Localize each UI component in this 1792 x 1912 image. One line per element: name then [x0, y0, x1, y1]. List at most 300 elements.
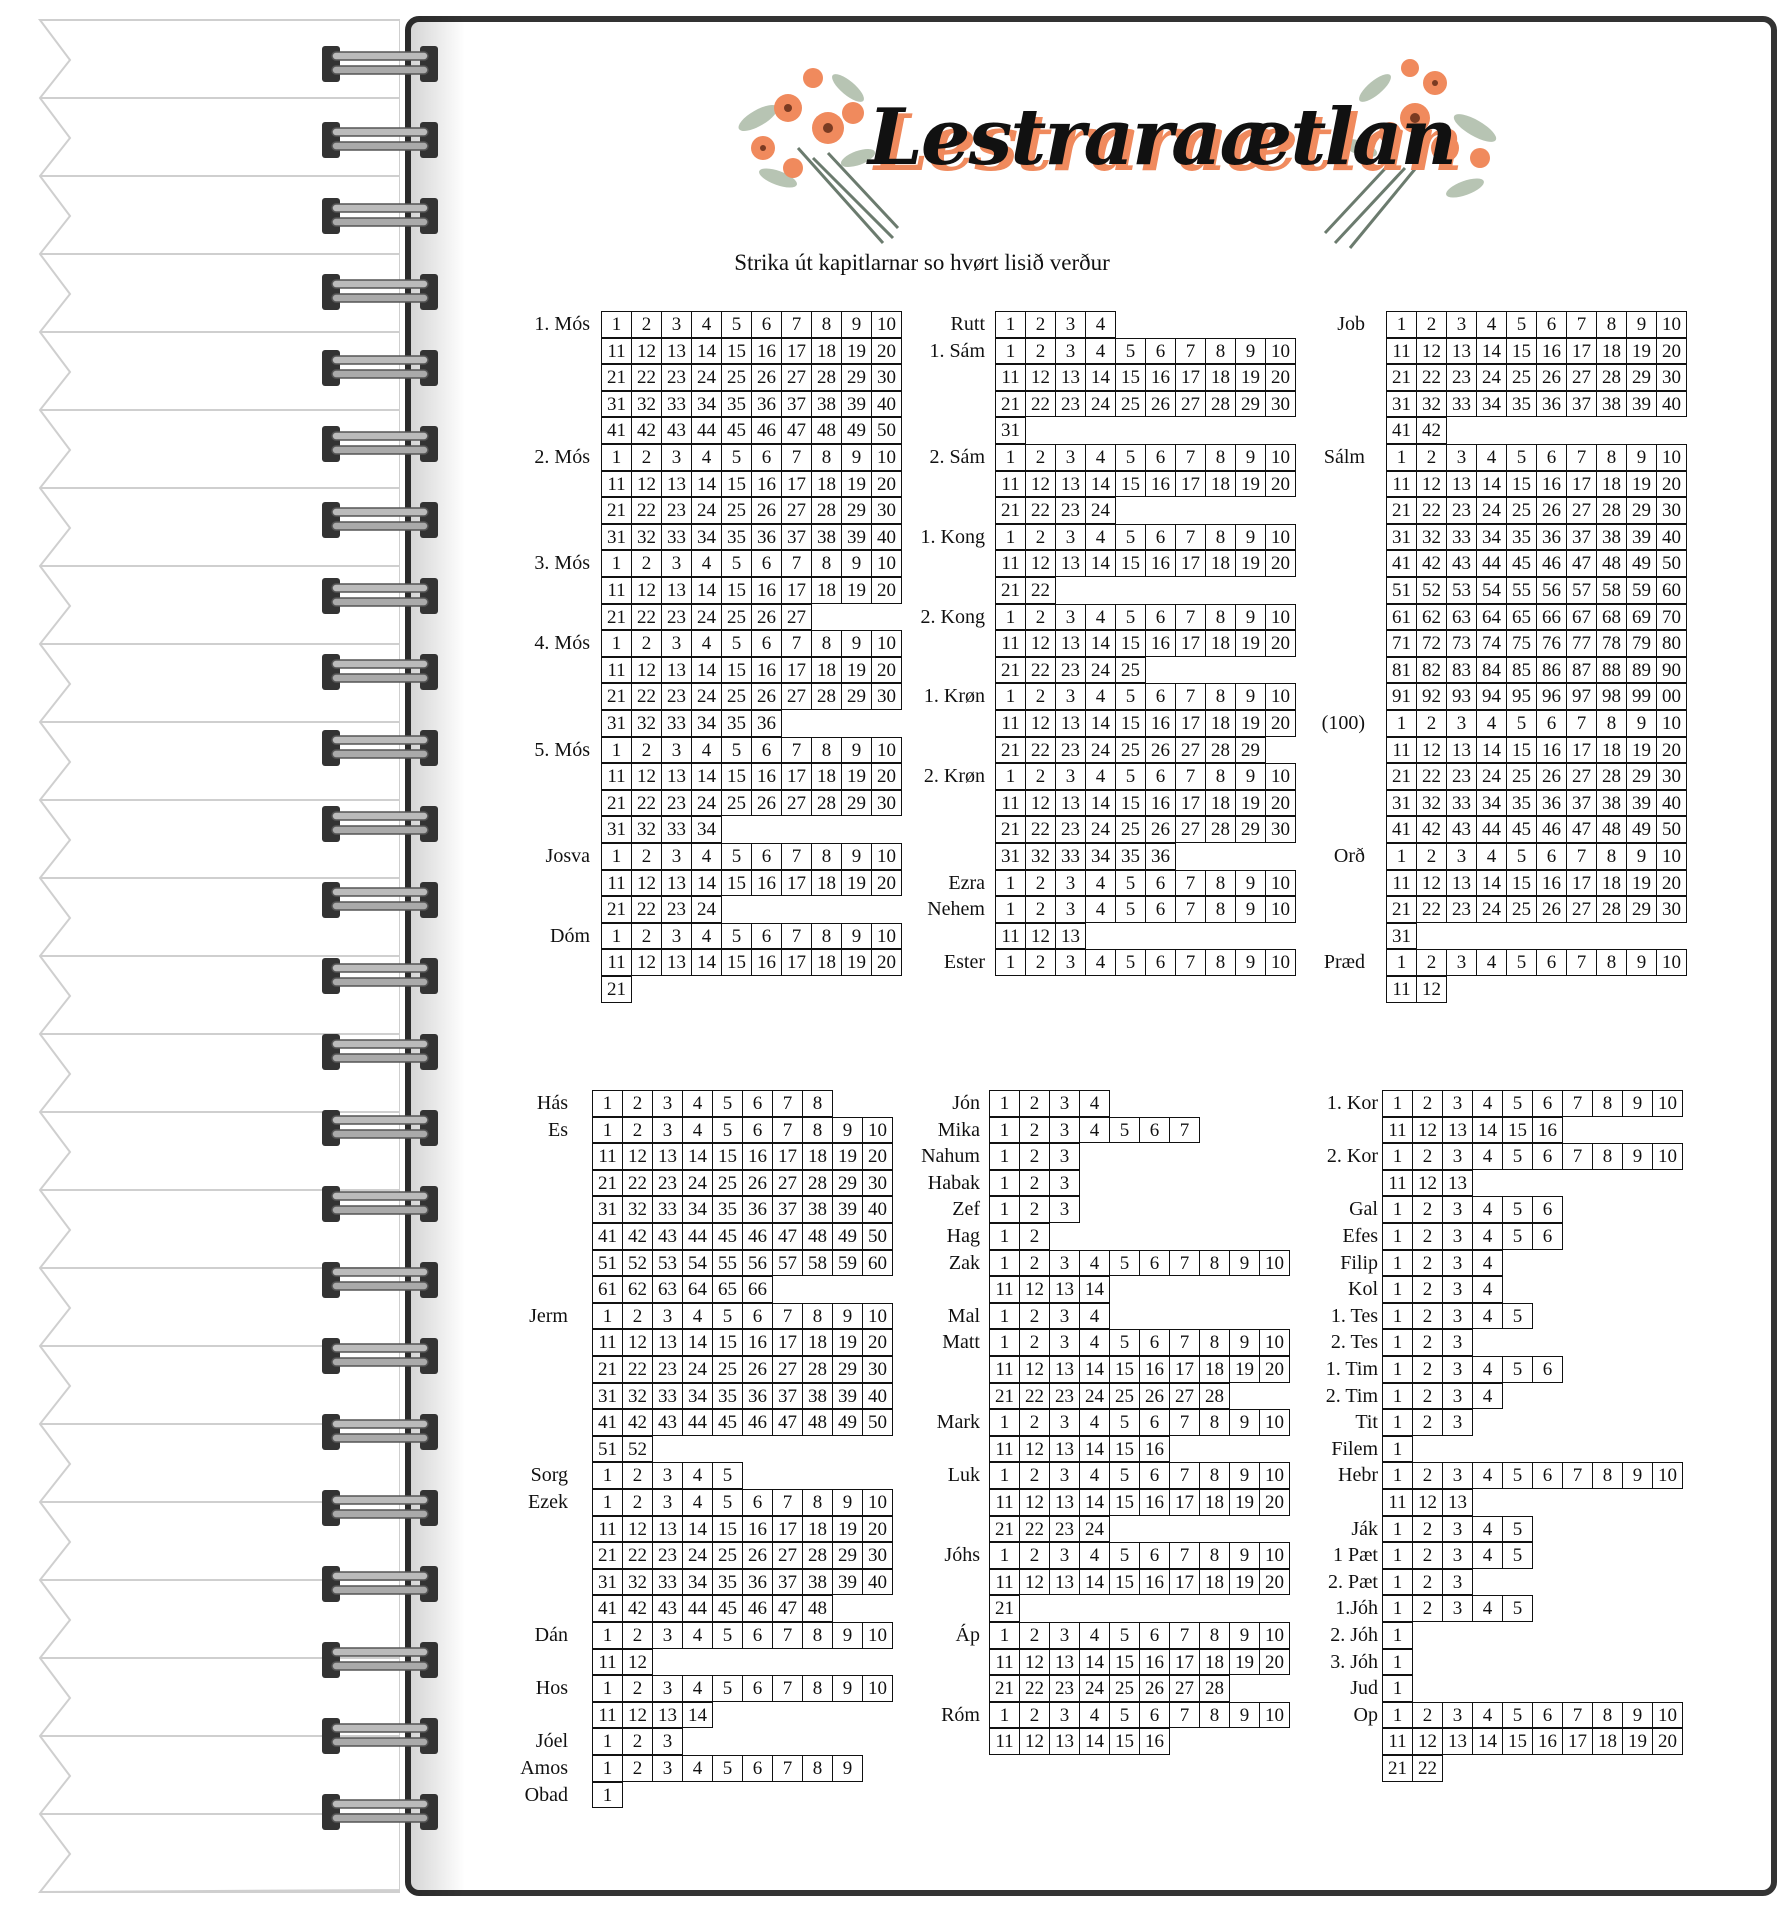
chapter-cell[interactable]: 8	[1205, 683, 1236, 710]
chapter-cell[interactable]: 8	[1592, 1702, 1623, 1729]
chapter-cell[interactable]: 5	[1115, 524, 1146, 551]
chapter-cell[interactable]: 13	[1055, 550, 1086, 577]
chapter-cell[interactable]: 22	[622, 1356, 653, 1383]
chapter-cell[interactable]: 20	[1652, 1728, 1683, 1755]
chapter-cell[interactable]: 12	[1412, 1728, 1443, 1755]
chapter-cell[interactable]: 24	[682, 1356, 713, 1383]
chapter-cell[interactable]: 34	[1476, 790, 1507, 817]
chapter-cell[interactable]: 17	[772, 1143, 803, 1170]
chapter-cell[interactable]: 4	[1472, 1356, 1503, 1383]
chapter-cell[interactable]: 49	[1626, 816, 1657, 843]
chapter-cell[interactable]: 1	[1382, 1675, 1413, 1702]
chapter-cell[interactable]: 4	[1085, 763, 1116, 790]
chapter-cell[interactable]: 2	[622, 1462, 653, 1489]
chapter-cell[interactable]: 4	[1472, 1223, 1503, 1250]
chapter-cell[interactable]: 35	[721, 710, 752, 737]
chapter-cell[interactable]: 2	[1025, 683, 1056, 710]
chapter-cell[interactable]: 24	[691, 364, 722, 391]
chapter-cell[interactable]: 17	[781, 577, 812, 604]
chapter-cell[interactable]: 8	[1199, 1329, 1230, 1356]
chapter-cell[interactable]: 1	[1382, 1303, 1413, 1330]
chapter-cell[interactable]: 53	[1446, 577, 1477, 604]
chapter-cell[interactable]: 5	[1109, 1250, 1140, 1277]
chapter-cell[interactable]: 28	[1205, 816, 1236, 843]
chapter-cell[interactable]: 6	[742, 1755, 773, 1782]
chapter-cell[interactable]: 4	[1079, 1117, 1110, 1144]
chapter-cell[interactable]: 8	[811, 550, 842, 577]
chapter-cell[interactable]: 17	[1169, 1569, 1200, 1596]
chapter-cell[interactable]: 33	[1446, 391, 1477, 418]
chapter-cell[interactable]: 4	[1085, 524, 1116, 551]
chapter-cell[interactable]: 4	[1085, 683, 1116, 710]
chapter-cell[interactable]: 21	[995, 816, 1026, 843]
chapter-cell[interactable]: 13	[1446, 338, 1477, 365]
chapter-cell[interactable]: 38	[1596, 524, 1627, 551]
chapter-cell[interactable]: 23	[1055, 497, 1086, 524]
chapter-cell[interactable]: 63	[652, 1276, 683, 1303]
chapter-cell[interactable]: 13	[661, 471, 692, 498]
chapter-cell[interactable]: 8	[1199, 1250, 1230, 1277]
chapter-cell[interactable]: 28	[1596, 497, 1627, 524]
chapter-cell[interactable]: 36	[1536, 524, 1567, 551]
chapter-cell[interactable]: 21	[592, 1356, 623, 1383]
chapter-cell[interactable]: 12	[1412, 1170, 1443, 1197]
chapter-cell[interactable]: 10	[871, 444, 902, 471]
chapter-cell[interactable]: 19	[1229, 1569, 1260, 1596]
chapter-cell[interactable]: 2	[622, 1303, 653, 1330]
chapter-cell[interactable]: 19	[1235, 710, 1266, 737]
chapter-cell[interactable]: 7	[1566, 710, 1597, 737]
chapter-cell[interactable]: 22	[1019, 1383, 1050, 1410]
chapter-cell[interactable]: 23	[1055, 657, 1086, 684]
chapter-cell[interactable]: 1	[601, 550, 632, 577]
chapter-cell[interactable]: 30	[862, 1170, 893, 1197]
chapter-cell[interactable]: 24	[1476, 763, 1507, 790]
chapter-cell[interactable]: 10	[871, 550, 902, 577]
chapter-cell[interactable]: 15	[712, 1516, 743, 1543]
chapter-cell[interactable]: 6	[742, 1303, 773, 1330]
chapter-cell[interactable]: 6	[1139, 1702, 1170, 1729]
chapter-cell[interactable]: 26	[751, 790, 782, 817]
chapter-cell[interactable]: 29	[1235, 737, 1266, 764]
chapter-cell[interactable]: 21	[1386, 364, 1417, 391]
chapter-cell[interactable]: 60	[1656, 577, 1687, 604]
chapter-cell[interactable]: 15	[1502, 1728, 1533, 1755]
chapter-cell[interactable]: 2	[1019, 1223, 1050, 1250]
chapter-cell[interactable]: 20	[871, 763, 902, 790]
chapter-cell[interactable]: 19	[1235, 550, 1266, 577]
chapter-cell[interactable]: 16	[742, 1143, 773, 1170]
chapter-cell[interactable]: 10	[1259, 1462, 1290, 1489]
chapter-cell[interactable]: 7	[772, 1755, 803, 1782]
chapter-cell[interactable]: 13	[1055, 923, 1086, 950]
chapter-cell[interactable]: 26	[751, 683, 782, 710]
chapter-cell[interactable]: 19	[1626, 870, 1657, 897]
chapter-cell[interactable]: 12	[1416, 870, 1447, 897]
chapter-cell[interactable]: 4	[1476, 843, 1507, 870]
chapter-cell[interactable]: 18	[811, 577, 842, 604]
chapter-cell[interactable]: 2	[631, 444, 662, 471]
chapter-cell[interactable]: 28	[1199, 1383, 1230, 1410]
chapter-cell[interactable]: 1	[1382, 1516, 1413, 1543]
chapter-cell[interactable]: 20	[862, 1329, 893, 1356]
chapter-cell[interactable]: 17	[1566, 471, 1597, 498]
chapter-cell[interactable]: 24	[1085, 816, 1116, 843]
chapter-cell[interactable]: 1	[601, 444, 632, 471]
chapter-cell[interactable]: 49	[832, 1409, 863, 1436]
chapter-cell[interactable]: 2	[622, 1622, 653, 1649]
chapter-cell[interactable]: 2	[631, 550, 662, 577]
chapter-cell[interactable]: 43	[1446, 550, 1477, 577]
chapter-cell[interactable]: 8	[1592, 1462, 1623, 1489]
chapter-cell[interactable]: 20	[871, 949, 902, 976]
chapter-cell[interactable]: 2	[1412, 1223, 1443, 1250]
chapter-cell[interactable]: 15	[1506, 870, 1537, 897]
chapter-cell[interactable]: 2	[1019, 1090, 1050, 1117]
chapter-cell[interactable]: 97	[1566, 683, 1597, 710]
chapter-cell[interactable]: 10	[1656, 949, 1687, 976]
chapter-cell[interactable]: 27	[781, 790, 812, 817]
chapter-cell[interactable]: 22	[1025, 391, 1056, 418]
chapter-cell[interactable]: 8	[1199, 1409, 1230, 1436]
chapter-cell[interactable]: 40	[1656, 790, 1687, 817]
chapter-cell[interactable]: 13	[652, 1143, 683, 1170]
chapter-cell[interactable]: 42	[1416, 550, 1447, 577]
chapter-cell[interactable]: 4	[1085, 870, 1116, 897]
chapter-cell[interactable]: 3	[1049, 1143, 1080, 1170]
chapter-cell[interactable]: 2	[1019, 1329, 1050, 1356]
chapter-cell[interactable]: 3	[661, 843, 692, 870]
chapter-cell[interactable]: 2	[1025, 896, 1056, 923]
chapter-cell[interactable]: 64	[1476, 604, 1507, 631]
chapter-cell[interactable]: 1	[592, 1090, 623, 1117]
chapter-cell[interactable]: 10	[871, 311, 902, 338]
chapter-cell[interactable]: 39	[1626, 524, 1657, 551]
chapter-cell[interactable]: 3	[1049, 1196, 1080, 1223]
chapter-cell[interactable]: 11	[601, 657, 632, 684]
chapter-cell[interactable]: 23	[661, 604, 692, 631]
chapter-cell[interactable]: 19	[1235, 630, 1266, 657]
chapter-cell[interactable]: 36	[742, 1569, 773, 1596]
chapter-cell[interactable]: 10	[1259, 1250, 1290, 1277]
chapter-cell[interactable]: 7	[1175, 949, 1206, 976]
chapter-cell[interactable]: 13	[1446, 737, 1477, 764]
chapter-cell[interactable]: 39	[841, 524, 872, 551]
chapter-cell[interactable]: 12	[1412, 1489, 1443, 1516]
chapter-cell[interactable]: 3	[1055, 870, 1086, 897]
chapter-cell[interactable]: 12	[631, 870, 662, 897]
chapter-cell[interactable]: 12	[1416, 976, 1447, 1003]
chapter-cell[interactable]: 19	[832, 1143, 863, 1170]
chapter-cell[interactable]: 19	[841, 657, 872, 684]
chapter-cell[interactable]: 33	[652, 1383, 683, 1410]
chapter-cell[interactable]: 23	[661, 497, 692, 524]
chapter-cell[interactable]: 4	[691, 630, 722, 657]
chapter-cell[interactable]: 13	[1049, 1276, 1080, 1303]
chapter-cell[interactable]: 21	[601, 976, 632, 1003]
chapter-cell[interactable]: 16	[1139, 1436, 1170, 1463]
chapter-cell[interactable]: 59	[832, 1250, 863, 1277]
chapter-cell[interactable]: 25	[721, 683, 752, 710]
chapter-cell[interactable]: 44	[691, 417, 722, 444]
chapter-cell[interactable]: 25	[712, 1542, 743, 1569]
chapter-cell[interactable]: 20	[1259, 1489, 1290, 1516]
chapter-cell[interactable]: 1	[601, 737, 632, 764]
chapter-cell[interactable]: 79	[1626, 630, 1657, 657]
chapter-cell[interactable]: 24	[691, 790, 722, 817]
chapter-cell[interactable]: 10	[1259, 1622, 1290, 1649]
chapter-cell[interactable]: 8	[811, 843, 842, 870]
chapter-cell[interactable]: 6	[751, 923, 782, 950]
chapter-cell[interactable]: 16	[1145, 471, 1176, 498]
chapter-cell[interactable]: 18	[811, 657, 842, 684]
chapter-cell[interactable]: 28	[1596, 763, 1627, 790]
chapter-cell[interactable]: 5	[1115, 949, 1146, 976]
chapter-cell[interactable]: 13	[1055, 710, 1086, 737]
chapter-cell[interactable]: 5	[1115, 870, 1146, 897]
chapter-cell[interactable]: 19	[1622, 1728, 1653, 1755]
chapter-cell[interactable]: 29	[841, 683, 872, 710]
chapter-cell[interactable]: 83	[1446, 657, 1477, 684]
chapter-cell[interactable]: 37	[781, 524, 812, 551]
chapter-cell[interactable]: 10	[1259, 1702, 1290, 1729]
chapter-cell[interactable]: 81	[1386, 657, 1417, 684]
chapter-cell[interactable]: 11	[1382, 1117, 1413, 1144]
chapter-cell[interactable]: 37	[772, 1196, 803, 1223]
chapter-cell[interactable]: 53	[652, 1250, 683, 1277]
chapter-cell[interactable]: 18	[811, 763, 842, 790]
chapter-cell[interactable]: 11	[989, 1436, 1020, 1463]
chapter-cell[interactable]: 1	[995, 949, 1026, 976]
chapter-cell[interactable]: 31	[601, 391, 632, 418]
chapter-cell[interactable]: 56	[1536, 577, 1567, 604]
chapter-cell[interactable]: 11	[989, 1276, 1020, 1303]
chapter-cell[interactable]: 3	[661, 737, 692, 764]
chapter-cell[interactable]: 5	[1109, 1462, 1140, 1489]
chapter-cell[interactable]: 9	[841, 737, 872, 764]
chapter-cell[interactable]: 26	[1536, 497, 1567, 524]
chapter-cell[interactable]: 11	[1386, 471, 1417, 498]
chapter-cell[interactable]: 3	[652, 1462, 683, 1489]
chapter-cell[interactable]: 5	[721, 311, 752, 338]
chapter-cell[interactable]: 21	[989, 1675, 1020, 1702]
chapter-cell[interactable]: 74	[1476, 630, 1507, 657]
chapter-cell[interactable]: 41	[1386, 417, 1417, 444]
chapter-cell[interactable]: 1	[989, 1196, 1020, 1223]
chapter-cell[interactable]: 42	[1416, 417, 1447, 444]
chapter-cell[interactable]: 30	[1656, 364, 1687, 391]
chapter-cell[interactable]: 4	[1079, 1409, 1110, 1436]
chapter-cell[interactable]: 62	[622, 1276, 653, 1303]
chapter-cell[interactable]: 8	[1205, 444, 1236, 471]
chapter-cell[interactable]: 12	[1025, 790, 1056, 817]
chapter-cell[interactable]: 1	[989, 1143, 1020, 1170]
chapter-cell[interactable]: 43	[1446, 816, 1477, 843]
chapter-cell[interactable]: 15	[1115, 550, 1146, 577]
chapter-cell[interactable]: 4	[1472, 1462, 1503, 1489]
chapter-cell[interactable]: 50	[871, 417, 902, 444]
chapter-cell[interactable]: 17	[1175, 471, 1206, 498]
chapter-cell[interactable]: 7	[1175, 896, 1206, 923]
chapter-cell[interactable]: 39	[841, 391, 872, 418]
chapter-cell[interactable]: 1	[592, 1117, 623, 1144]
chapter-cell[interactable]: 22	[622, 1542, 653, 1569]
chapter-cell[interactable]: 11	[592, 1329, 623, 1356]
chapter-cell[interactable]: 16	[1145, 630, 1176, 657]
chapter-cell[interactable]: 6	[1536, 444, 1567, 471]
chapter-cell[interactable]: 95	[1506, 683, 1537, 710]
chapter-cell[interactable]: 35	[1506, 391, 1537, 418]
chapter-cell[interactable]: 5	[1502, 1303, 1533, 1330]
chapter-cell[interactable]: 4	[1472, 1542, 1503, 1569]
chapter-cell[interactable]: 17	[781, 949, 812, 976]
chapter-cell[interactable]: 87	[1566, 657, 1597, 684]
chapter-cell[interactable]: 6	[1145, 604, 1176, 631]
chapter-cell[interactable]: 11	[1386, 737, 1417, 764]
chapter-cell[interactable]: 33	[1055, 843, 1086, 870]
chapter-cell[interactable]: 24	[1085, 737, 1116, 764]
chapter-cell[interactable]: 48	[811, 417, 842, 444]
chapter-cell[interactable]: 3	[652, 1489, 683, 1516]
chapter-cell[interactable]: 77	[1566, 630, 1597, 657]
chapter-cell[interactable]: 73	[1446, 630, 1477, 657]
chapter-cell[interactable]: 26	[1145, 816, 1176, 843]
chapter-cell[interactable]: 8	[811, 737, 842, 764]
chapter-cell[interactable]: 5	[1109, 1542, 1140, 1569]
chapter-cell[interactable]: 36	[1536, 391, 1567, 418]
chapter-cell[interactable]: 18	[1596, 870, 1627, 897]
chapter-cell[interactable]: 2	[1416, 843, 1447, 870]
chapter-cell[interactable]: 8	[811, 923, 842, 950]
chapter-cell[interactable]: 32	[622, 1383, 653, 1410]
chapter-cell[interactable]: 17	[1566, 338, 1597, 365]
chapter-cell[interactable]: 27	[781, 604, 812, 631]
chapter-cell[interactable]: 27	[781, 683, 812, 710]
chapter-cell[interactable]: 2	[1019, 1196, 1050, 1223]
chapter-cell[interactable]: 1	[1382, 1702, 1413, 1729]
chapter-cell[interactable]: 22	[631, 364, 662, 391]
chapter-cell[interactable]: 11	[592, 1649, 623, 1676]
chapter-cell[interactable]: 43	[652, 1409, 683, 1436]
chapter-cell[interactable]: 21	[592, 1542, 623, 1569]
chapter-cell[interactable]: 14	[1085, 364, 1116, 391]
chapter-cell[interactable]: 27	[1566, 896, 1597, 923]
chapter-cell[interactable]: 32	[1416, 391, 1447, 418]
chapter-cell[interactable]: 62	[1416, 604, 1447, 631]
chapter-cell[interactable]: 27	[772, 1356, 803, 1383]
chapter-cell[interactable]: 48	[802, 1223, 833, 1250]
chapter-cell[interactable]: 13	[652, 1329, 683, 1356]
chapter-cell[interactable]: 25	[1115, 816, 1146, 843]
chapter-cell[interactable]: 10	[871, 737, 902, 764]
chapter-cell[interactable]: 20	[862, 1143, 893, 1170]
chapter-cell[interactable]: 11	[592, 1143, 623, 1170]
chapter-cell[interactable]: 24	[1476, 364, 1507, 391]
chapter-cell[interactable]: 14	[682, 1143, 713, 1170]
chapter-cell[interactable]: 3	[652, 1675, 683, 1702]
chapter-cell[interactable]: 27	[781, 364, 812, 391]
chapter-cell[interactable]: 1	[989, 1329, 1020, 1356]
chapter-cell[interactable]: 4	[1085, 949, 1116, 976]
chapter-cell[interactable]: 8	[1205, 524, 1236, 551]
chapter-cell[interactable]: 27	[772, 1542, 803, 1569]
chapter-cell[interactable]: 19	[1626, 471, 1657, 498]
chapter-cell[interactable]: 3	[652, 1622, 683, 1649]
chapter-cell[interactable]: 3	[652, 1303, 683, 1330]
chapter-cell[interactable]: 7	[1566, 843, 1597, 870]
chapter-cell[interactable]: 48	[1596, 550, 1627, 577]
chapter-cell[interactable]: 23	[1049, 1516, 1080, 1543]
chapter-cell[interactable]: 11	[601, 338, 632, 365]
chapter-cell[interactable]: 2	[1412, 1356, 1443, 1383]
chapter-cell[interactable]: 17	[781, 763, 812, 790]
chapter-cell[interactable]: 54	[1476, 577, 1507, 604]
chapter-cell[interactable]: 9	[832, 1675, 863, 1702]
chapter-cell[interactable]: 34	[682, 1383, 713, 1410]
chapter-cell[interactable]: 18	[802, 1329, 833, 1356]
chapter-cell[interactable]: 6	[742, 1675, 773, 1702]
chapter-cell[interactable]: 16	[751, 657, 782, 684]
chapter-cell[interactable]: 18	[1205, 630, 1236, 657]
chapter-cell[interactable]: 25	[721, 604, 752, 631]
chapter-cell[interactable]: 3	[1049, 1170, 1080, 1197]
chapter-cell[interactable]: 9	[1622, 1090, 1653, 1117]
chapter-cell[interactable]: 8	[1596, 444, 1627, 471]
chapter-cell[interactable]: 4	[1472, 1702, 1503, 1729]
chapter-cell[interactable]: 16	[1145, 364, 1176, 391]
chapter-cell[interactable]: 7	[781, 550, 812, 577]
chapter-cell[interactable]: 19	[841, 763, 872, 790]
chapter-cell[interactable]: 13	[1442, 1489, 1473, 1516]
chapter-cell[interactable]: 4	[1079, 1622, 1110, 1649]
chapter-cell[interactable]: 10	[1265, 870, 1296, 897]
chapter-cell[interactable]: 3	[1055, 338, 1086, 365]
chapter-cell[interactable]: 2	[622, 1675, 653, 1702]
chapter-cell[interactable]: 90	[1656, 657, 1687, 684]
chapter-cell[interactable]: 18	[1596, 338, 1627, 365]
chapter-cell[interactable]: 13	[1049, 1728, 1080, 1755]
chapter-cell[interactable]: 7	[1562, 1702, 1593, 1729]
chapter-cell[interactable]: 38	[1596, 790, 1627, 817]
chapter-cell[interactable]: 39	[832, 1196, 863, 1223]
chapter-cell[interactable]: 14	[1472, 1728, 1503, 1755]
chapter-cell[interactable]: 2	[1412, 1383, 1443, 1410]
chapter-cell[interactable]: 8	[1205, 338, 1236, 365]
chapter-cell[interactable]: 4	[1472, 1276, 1503, 1303]
chapter-cell[interactable]: 9	[832, 1489, 863, 1516]
chapter-cell[interactable]: 2	[1416, 949, 1447, 976]
chapter-cell[interactable]: 4	[1085, 896, 1116, 923]
chapter-cell[interactable]: 4	[691, 737, 722, 764]
chapter-cell[interactable]: 19	[841, 577, 872, 604]
chapter-cell[interactable]: 3	[1049, 1542, 1080, 1569]
chapter-cell[interactable]: 1	[1386, 949, 1417, 976]
chapter-cell[interactable]: 5	[721, 843, 752, 870]
chapter-cell[interactable]: 4	[1079, 1702, 1110, 1729]
chapter-cell[interactable]: 3	[1446, 444, 1477, 471]
chapter-cell[interactable]: 69	[1626, 604, 1657, 631]
chapter-cell[interactable]: 22	[631, 790, 662, 817]
chapter-cell[interactable]: 2	[1019, 1702, 1050, 1729]
chapter-cell[interactable]: 10	[862, 1303, 893, 1330]
chapter-cell[interactable]: 21	[601, 683, 632, 710]
chapter-cell[interactable]: 3	[1442, 1383, 1473, 1410]
chapter-cell[interactable]: 22	[1416, 896, 1447, 923]
chapter-cell[interactable]: 7	[1562, 1090, 1593, 1117]
chapter-cell[interactable]: 6	[751, 444, 782, 471]
chapter-cell[interactable]: 3	[1442, 1409, 1473, 1436]
chapter-cell[interactable]: 6	[1145, 338, 1176, 365]
